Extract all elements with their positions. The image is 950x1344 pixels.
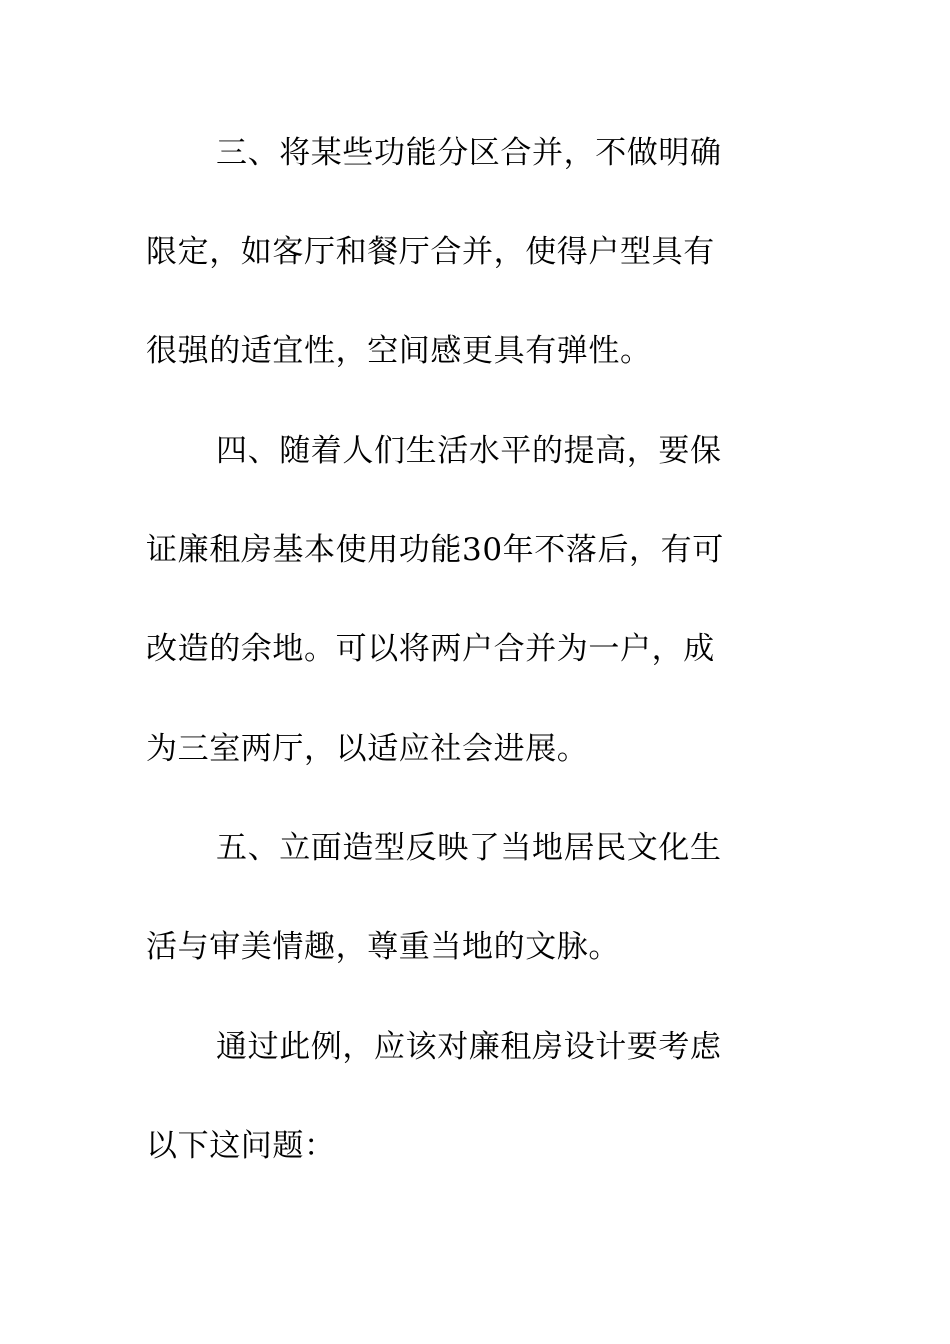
paragraph-4-line-4: 为三室两厅，以适应社会进展。: [146, 731, 589, 767]
paragraph-4-line-2: 证廉租房基本使用功能30年不落后，有可: [146, 532, 724, 568]
paragraph-4-line-1: 四、随着人们生活水平的提高，要保: [216, 433, 722, 469]
paragraph-6-line-2: 以下这问题：: [146, 1128, 336, 1164]
paragraph-3-line-1: 三、将某些功能分区合并，不做明确: [216, 135, 722, 171]
paragraph-4-line-3: 改造的余地。可以将两户合并为一户，成: [146, 631, 715, 667]
paragraph-5-line-1: 五、立面造型反映了当地居民文化生: [216, 830, 722, 866]
paragraph-6-line-1: 通过此例，应该对廉租房设计要考虑: [216, 1029, 722, 1065]
paragraph-3-line-2: 限定，如客厅和餐厅合并，使得户型具有: [146, 234, 715, 270]
paragraph-3-line-3: 很强的适宜性，空间感更具有弹性。: [146, 333, 652, 369]
paragraph-5-line-2: 活与审美情趣，尊重当地的文脉。: [146, 929, 620, 965]
